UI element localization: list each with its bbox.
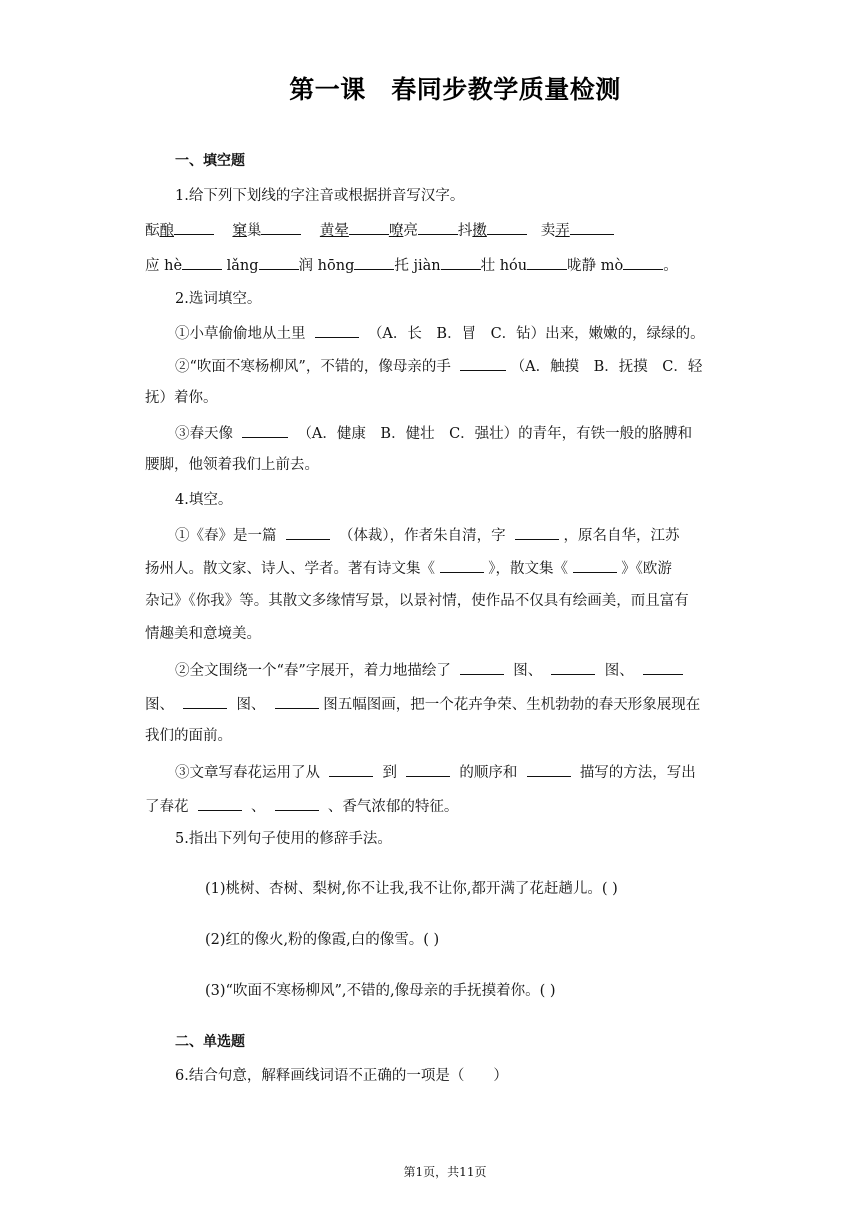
question-4-stem: 4.填空。 bbox=[175, 492, 233, 508]
pinyin-text: 壮 hóu bbox=[480, 258, 528, 274]
question-text: 图、 bbox=[236, 697, 266, 713]
question-5-sentence-2: (2)红的像火,粉的像霞,白的像雪。( ) bbox=[205, 932, 440, 948]
question-text: 、香气浓郁的特征。 bbox=[327, 799, 459, 815]
answer-blank[interactable] bbox=[198, 795, 242, 811]
answer-blank[interactable] bbox=[487, 219, 527, 235]
question-2-item-b-cont: 抚）着你。 bbox=[145, 390, 218, 406]
question-4-item-a bbox=[175, 524, 680, 546]
question-text: ③文章写春花运用了从 bbox=[175, 765, 320, 781]
word-text: 抖 bbox=[457, 223, 473, 239]
underlined-char: 窠 bbox=[232, 223, 247, 239]
answer-blank[interactable] bbox=[315, 322, 359, 338]
answer-blank[interactable] bbox=[570, 219, 614, 235]
page-title: 第一课 春同步教学质量检测 bbox=[289, 75, 621, 104]
question-text: ①《春》是一篇 bbox=[175, 528, 277, 544]
question-1-row-2 bbox=[145, 254, 678, 276]
options-text: （A．触摸 B．抚摸 C．轻 bbox=[510, 359, 703, 375]
question-text: 图、 bbox=[604, 663, 634, 679]
options-text: （A．健康 B．健壮 C．强壮）的青年，有铁一般的胳膊和 bbox=[297, 426, 693, 442]
question-text: ①小草偷偷地从土里 bbox=[175, 326, 306, 342]
question-2-stem: 2.选词填空。 bbox=[175, 291, 262, 307]
answer-blank[interactable] bbox=[441, 254, 481, 270]
question-text: 》，散文集《 bbox=[488, 561, 568, 577]
underlined-char: 嘹 bbox=[388, 223, 404, 239]
underlined-char: 擞 bbox=[472, 223, 487, 239]
question-text: 、 bbox=[250, 799, 266, 815]
answer-blank[interactable] bbox=[183, 693, 227, 709]
answer-blank[interactable] bbox=[406, 761, 450, 777]
underlined-char: 弄 bbox=[555, 223, 570, 239]
pinyin-text: lǎng bbox=[226, 258, 259, 274]
answer-blank[interactable] bbox=[261, 219, 301, 235]
answer-blank[interactable] bbox=[174, 219, 214, 235]
answer-blank[interactable] bbox=[527, 254, 567, 270]
question-text: 图、 bbox=[145, 697, 174, 713]
question-4-item-b-line3: 我们的面前。 bbox=[145, 728, 232, 744]
question-4-item-a-line3: 杂记》《你我》等。其散文多缘情写景，以景衬情，使作品不仅具有绘画美，而且富有 bbox=[145, 593, 689, 609]
pinyin-text: 润 hōng bbox=[298, 258, 355, 274]
answer-blank[interactable] bbox=[573, 557, 617, 573]
question-1-row-1 bbox=[145, 219, 614, 241]
question-2-item-b bbox=[175, 355, 702, 377]
question-text: ③春天像 bbox=[175, 426, 233, 442]
question-4-item-a-line4: 情趣美和意境美。 bbox=[145, 626, 261, 642]
question-2-item-c-cont: 腰脚，他领着我们上前去。 bbox=[145, 457, 319, 473]
question-2-item-c bbox=[175, 422, 692, 444]
question-text: 描写的方法，写出 bbox=[579, 765, 696, 781]
answer-blank[interactable] bbox=[259, 254, 299, 270]
question-4-item-b bbox=[175, 659, 683, 681]
question-text: ②全文围绕一个“春”字展开，着力地描绘了 bbox=[175, 663, 451, 679]
question-5-stem: 5.指出下列句子使用的修辞手法。 bbox=[175, 831, 392, 847]
question-4-item-c bbox=[175, 761, 696, 783]
question-6-stem: 6.结合句意，解释画线词语不正确的一项是（ ） bbox=[175, 1068, 508, 1084]
question-2-item-a bbox=[175, 322, 705, 344]
word-text: 卖 bbox=[540, 223, 556, 239]
question-text: （体裁），作者朱自清，字 bbox=[338, 528, 506, 544]
question-text: ②“吹面不寒杨柳风”，不错的，像母亲的手 bbox=[175, 359, 451, 375]
answer-blank[interactable] bbox=[418, 219, 458, 235]
answer-blank[interactable] bbox=[286, 524, 330, 540]
question-4-item-b-line2 bbox=[145, 693, 700, 715]
question-text: 》《欧游 bbox=[621, 561, 672, 577]
answer-blank[interactable] bbox=[329, 761, 373, 777]
question-1-stem: 1.给下列下划线的字注音或根据拼音写汉字。 bbox=[175, 188, 465, 204]
answer-blank[interactable] bbox=[460, 659, 504, 675]
question-text: 扬州人。散文家、诗人、学者。著有诗文集《 bbox=[145, 561, 435, 577]
answer-blank[interactable] bbox=[527, 761, 571, 777]
pinyin-text: 咙静 mò bbox=[567, 258, 624, 274]
question-5-sentence-3: (3)“吹面不寒杨柳风”,不错的,像母亲的手抚摸着你。( ) bbox=[205, 983, 556, 999]
section-heading-single-choice: 二、单选题 bbox=[175, 1034, 245, 1050]
underlined-char: 黄晕 bbox=[319, 223, 349, 239]
answer-blank[interactable] bbox=[275, 795, 319, 811]
question-text: 图五幅图画，把一个花卉争荣、生机勃勃的春天形象展现在 bbox=[323, 697, 701, 713]
underlined-char: 酿 bbox=[159, 223, 174, 239]
question-text: 图、 bbox=[513, 663, 543, 679]
question-text: ，原名自华，江苏 bbox=[563, 528, 680, 544]
pinyin-text: 应 hè bbox=[145, 258, 183, 274]
answer-blank[interactable] bbox=[182, 254, 222, 270]
word-text: 亮 bbox=[403, 223, 418, 239]
options-text: （A．长 B．冒 C．钻）出来，嫩嫩的，绿绿的。 bbox=[367, 326, 705, 342]
section-heading-fill-blank: 一、填空题 bbox=[175, 153, 245, 169]
pinyin-text: 托 jiàn bbox=[394, 258, 441, 274]
question-text: 到 bbox=[382, 765, 397, 781]
page-footer: 第1页，共11页 bbox=[403, 1165, 487, 1179]
punctuation: 。 bbox=[663, 258, 678, 274]
answer-blank[interactable] bbox=[643, 659, 683, 675]
answer-blank[interactable] bbox=[354, 254, 394, 270]
answer-blank[interactable] bbox=[242, 422, 288, 438]
answer-blank[interactable] bbox=[460, 355, 506, 371]
question-5-sentence-1: (1)桃树、杏树、梨树,你不让我,我不让你,都开满了花赶趟儿。( ) bbox=[205, 881, 618, 897]
answer-blank[interactable] bbox=[623, 254, 663, 270]
word-text: 巢 bbox=[246, 223, 262, 239]
answer-blank[interactable] bbox=[551, 659, 595, 675]
answer-blank[interactable] bbox=[515, 524, 559, 540]
question-text: 了春花 bbox=[145, 799, 189, 815]
answer-blank[interactable] bbox=[440, 557, 484, 573]
answer-blank[interactable] bbox=[349, 219, 389, 235]
question-4-item-c-line2 bbox=[145, 795, 458, 817]
word-text: 酝 bbox=[145, 223, 160, 239]
question-4-item-a-line2 bbox=[145, 557, 672, 579]
question-text: 的顺序和 bbox=[459, 765, 518, 781]
answer-blank[interactable] bbox=[275, 693, 319, 709]
